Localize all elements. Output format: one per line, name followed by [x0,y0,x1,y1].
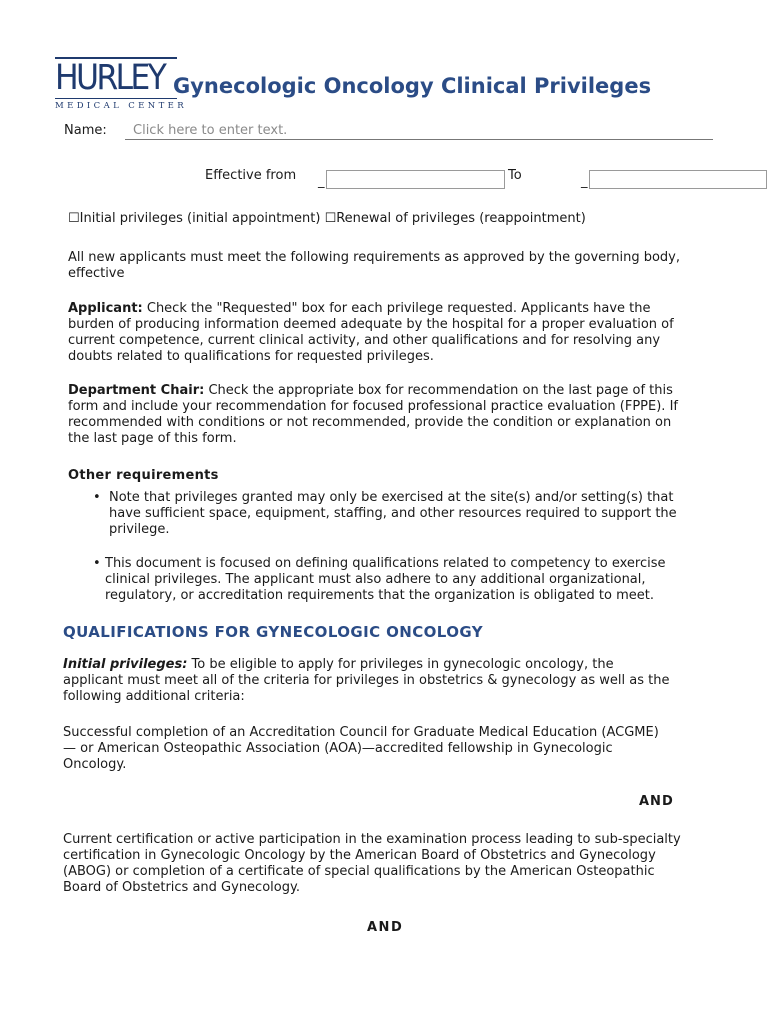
bullet-text: Note that privileges granted may only be exercised at the site(s) and/or setting(s) that [109,490,674,505]
certification-paragraph [63,832,681,896]
renewal-privileges-label: Renewal of privileges (reappointment) [336,211,586,226]
fellowship-paragraph [63,725,659,773]
name-underline [125,139,713,140]
page-title: Gynecologic Oncology Clinical Privileges [173,74,652,98]
renewal-privileges-checkbox[interactable]: ☐ [324,211,337,226]
privilege-type-options [68,211,586,227]
logo-bottom-rule [55,98,177,99]
department-chair-heading: Department Chair: [68,383,205,398]
fellowship-text: Oncology. [63,757,127,772]
applicant-text: doubts related to qualifications for requested privileges. [68,349,434,364]
and-connector: AND [367,920,404,935]
effective-to-input[interactable] [589,170,767,189]
logo-wordmark: HURLEY [55,58,165,98]
other-requirements-heading: Other requirements [68,468,219,483]
applicant-paragraph [68,301,674,365]
fellowship-text: Successful completion of an Accreditation Council for Graduate Medical Education (ACGME) [63,725,659,740]
effective-from-label: Effective from [205,168,297,183]
department-chair-paragraph [68,383,678,447]
logo-subtitle: MEDICAL CENTER [55,101,188,111]
bullet-text: privilege. [109,522,170,537]
applicant-heading: Applicant: [68,301,143,316]
name-input[interactable]: Click here to enter text. [133,123,288,138]
certification-text: Board of Obstetrics and Gynecology. [63,880,300,895]
certification-text: (ABOG) or completion of a certificate of special qualifications by the American Osteopathic [63,864,655,879]
and-connector: AND [639,794,674,809]
effective-to-underscore: _ [581,174,588,189]
initial-privileges-text: applicant must meet all of the criteria for privileges in obstetrics & gynecology as well as the [63,673,670,688]
initial-privileges-label: Initial privileges (initial appointment) [79,211,321,226]
initial-privileges-checkbox[interactable]: ☐ [68,211,80,226]
list-item [109,490,677,538]
intro-paragraph [68,250,680,282]
effective-to-label: To [508,168,522,183]
bullet-text: clinical privileges. The applicant must also adhere to any additional organizational, [105,572,646,587]
applicant-text: current competence, current clinical activity, and other qualifications and for resolving any [68,333,661,348]
department-chair-text: Check the appropriate box for recommendation on the last page of this [204,383,673,398]
bullet-text: have sufficient space, equipment, staffing, and other resources required to support the [109,506,677,521]
fellowship-text: — or American Osteopathic Association (AOA)—accredited fellowship in Gynecologic [63,741,613,756]
initial-privileges-text: To be eligible to apply for privileges in gynecologic oncology, the [187,657,614,672]
applicant-text: burden of producing information deemed adequate by the hospital for a proper evaluation of [68,317,674,332]
department-chair-text: form and include your recommendation for focused professional practice evaluation (FPPE). If [68,399,678,414]
applicant-text: Check the "Requested" box for each privilege requested. Applicants have the [142,301,651,316]
effective-from-input[interactable] [326,170,505,189]
bullet-icon: • [93,556,101,571]
department-chair-text: the last page of this form. [68,431,237,446]
certification-text: certification in Gynecologic Oncology by the American Board of Obstetrics and Gynecology [63,848,656,863]
certification-text: Current certification or active participation in the examination process leading to sub-specialty [63,832,681,847]
bullet-text: This document is focused on defining qualifications related to competency to exercise [105,556,666,571]
initial-privileges-heading: Initial privileges: [63,657,188,672]
intro-line: effective [68,266,125,281]
initial-privileges-text: following additional criteria: [63,689,245,704]
initial-privileges-paragraph [63,657,670,705]
department-chair-text: recommended with conditions or not recommended, provide the condition or explanation on [68,415,672,430]
bullet-text: regulatory, or accreditation requirements that the organization is obligated to meet. [105,588,654,603]
hurley-logo [55,57,188,115]
list-item [105,556,666,604]
effective-from-underscore: _ [318,174,325,189]
intro-line: All new applicants must meet the following requirements as approved by the governing body, [68,250,681,265]
bullet-icon: • [93,490,101,505]
qualifications-heading: QUALIFICATIONS FOR GYNECOLOGIC ONCOLOGY [63,623,483,641]
name-label: Name: [64,123,107,138]
